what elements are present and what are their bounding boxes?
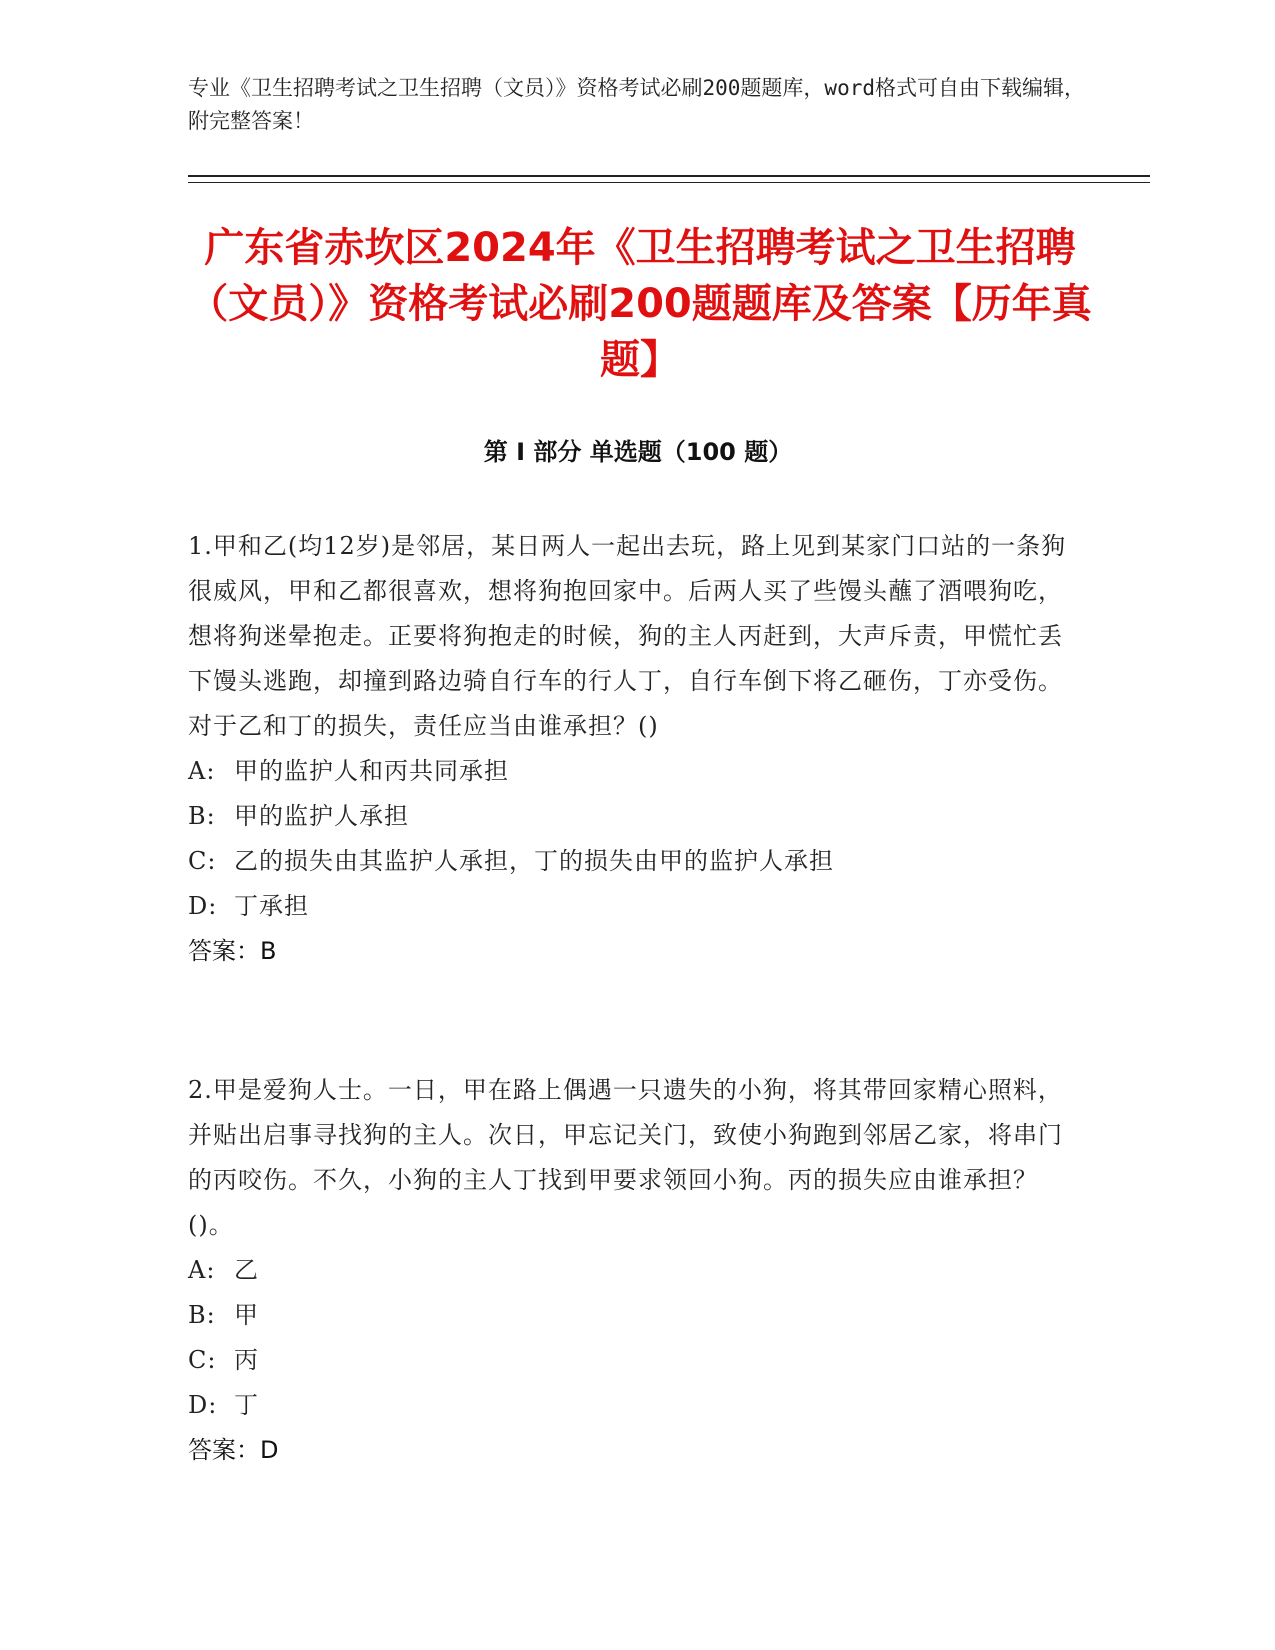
option-a <box>188 1248 1068 1293</box>
option-text: 甲的监护人和丙共同承担 <box>234 757 509 785</box>
option-key: C: <box>188 847 217 875</box>
header-note: 专业《卫生招聘考试之卫生招聘（文员）》资格考试必刷200题题库，word格式可自由下载编辑，附完整答案！ <box>188 76 1085 133</box>
answer: 答案：D <box>188 1436 279 1464</box>
option-b <box>188 1293 1068 1338</box>
option-d <box>188 884 1068 929</box>
option-key: D: <box>188 1391 218 1419</box>
option-text: 乙 <box>234 1256 259 1284</box>
question-2 <box>188 1068 1068 1473</box>
answer: 答案：B <box>188 937 277 965</box>
option-text: 丙 <box>234 1346 259 1374</box>
option-key: D: <box>188 892 218 920</box>
option-d <box>188 1383 1068 1428</box>
option-b <box>188 794 1068 839</box>
option-c <box>188 1338 1068 1383</box>
option-key: A: <box>188 757 216 785</box>
option-text: 丁 <box>234 1391 259 1419</box>
document-title: 广东省赤坎区2024年《卫生招聘考试之卫生招聘（文员）》资格考试必刷200题题库及答案【历年真题】 <box>188 225 1092 383</box>
option-text: 甲 <box>234 1301 259 1329</box>
option-key: B: <box>188 802 216 830</box>
option-text: 甲的监护人承担 <box>234 802 409 830</box>
option-c <box>188 839 1068 884</box>
question-stem: 1.甲和乙(均12岁)是邻居，某日两人一起出去玩，路上见到某家门口站的一条狗很威风，甲和乙都很喜欢，想将狗抱回家中。后两人买了些馒头蘸了酒喂狗吃，想将狗迷晕抱走。正要将狗抱走的时候，狗的主人丙赶到，大声斥责，甲慌忙丢下馒头逃跑，却撞到路边骑自行车的行人丁，自行车倒下将乙砸伤，丁亦受伤。对于乙和丁的损失，责任应当由谁承担？() <box>188 532 1067 740</box>
option-key: B: <box>188 1301 216 1329</box>
option-text: 乙的损失由其监护人承担，丁的损失由甲的监护人承担 <box>234 847 834 875</box>
question-stem: 2.甲是爱狗人士。一日，甲在路上偶遇一只遗失的小狗，将其带回家精心照料，并贴出启事寻找狗的主人。次日，甲忘记关门，致使小狗跑到邻居乙家，将串门的丙咬伤。不久，小狗的主人丁找到甲要求领回小狗。丙的损失应由谁承担？()。 <box>188 1076 1063 1239</box>
section-title: 第 I 部分 单选题（100 题） <box>483 438 793 466</box>
header-rule-thin <box>188 182 1150 183</box>
option-key: C: <box>188 1346 217 1374</box>
option-a <box>188 749 1068 794</box>
question-1 <box>188 524 1068 974</box>
option-text: 丁承担 <box>234 892 309 920</box>
header-rule-thick <box>188 175 1150 177</box>
option-key: A: <box>188 1256 216 1284</box>
